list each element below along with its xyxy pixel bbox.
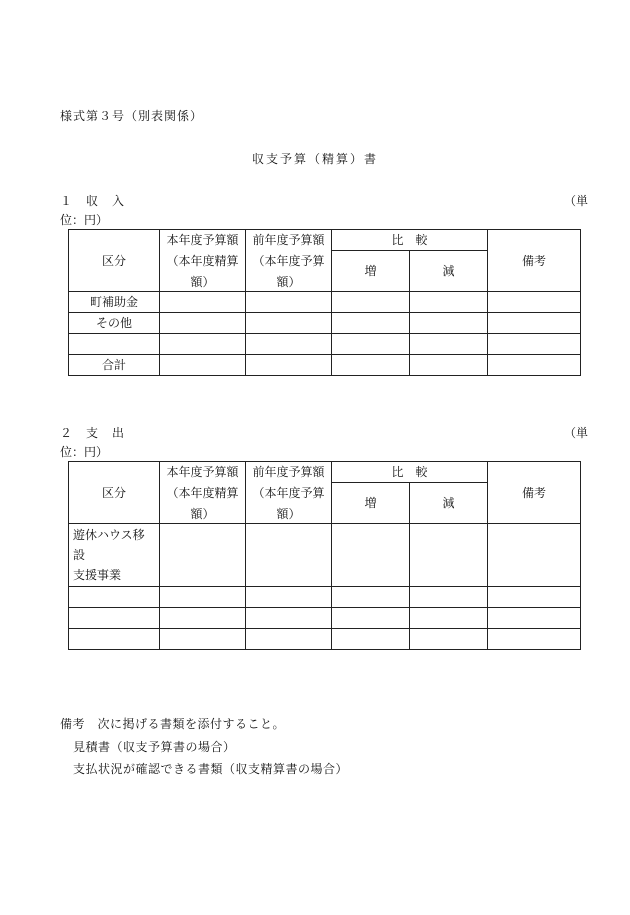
table-cell bbox=[246, 292, 332, 313]
form-number: 様式第３号（別表関係） bbox=[60, 109, 204, 123]
table-row bbox=[69, 608, 581, 629]
table-cell bbox=[332, 629, 410, 650]
expense-col-current-budget-line3: 額） bbox=[190, 506, 215, 521]
table-cell bbox=[410, 524, 488, 587]
notes-item: 支払状況が確認できる書類（収支精算書の場合） bbox=[73, 762, 349, 776]
expense-unit-part1: （単 bbox=[564, 426, 589, 440]
table-cell bbox=[160, 608, 246, 629]
table-row bbox=[69, 292, 581, 313]
table-cell bbox=[332, 524, 410, 587]
table-cell bbox=[160, 524, 246, 587]
table-cell bbox=[410, 587, 488, 608]
income-col-comparison: 比 較 bbox=[332, 230, 488, 251]
table-cell bbox=[69, 629, 160, 650]
notes-heading: 備考 次に掲げる書類を添付すること。 bbox=[60, 717, 286, 731]
income-col-current-budget-line3: 額） bbox=[190, 274, 215, 289]
expense-col-increase: 増 bbox=[332, 483, 410, 524]
income-col-previous-budget-line3: 額） bbox=[276, 274, 301, 289]
table-cell bbox=[160, 313, 246, 334]
notes-item: 見積書（収支予算書の場合） bbox=[73, 740, 236, 754]
table-cell bbox=[332, 313, 410, 334]
table-cell bbox=[160, 334, 246, 355]
table-cell bbox=[488, 313, 581, 334]
income-unit-part2: 位：円） bbox=[60, 213, 109, 227]
table-cell bbox=[410, 313, 488, 334]
income-col-remarks: 備考 bbox=[488, 230, 581, 292]
expense-row-category bbox=[69, 524, 160, 587]
income-col-previous-budget bbox=[246, 230, 332, 292]
income-col-previous-budget-line1: 前年度予算額 bbox=[252, 232, 325, 247]
table-cell bbox=[332, 292, 410, 313]
table-cell bbox=[410, 292, 488, 313]
expense-unit-part2: 位：円） bbox=[60, 445, 109, 459]
table-cell bbox=[488, 524, 581, 587]
table-cell bbox=[410, 334, 488, 355]
table-row bbox=[69, 587, 581, 608]
income-row-category: 町補助金 bbox=[69, 292, 160, 313]
table-cell bbox=[332, 608, 410, 629]
income-col-current-budget bbox=[160, 230, 246, 292]
expense-row-category-line1: 遊休ハウス移 bbox=[73, 528, 145, 542]
income-header-row bbox=[69, 230, 581, 251]
expense-col-previous-budget-line2: （本年度予算 bbox=[252, 485, 325, 500]
expense-col-decrease: 減 bbox=[410, 483, 488, 524]
table-cell bbox=[246, 313, 332, 334]
expense-header-row bbox=[69, 462, 581, 483]
table-cell bbox=[160, 629, 246, 650]
table-cell bbox=[332, 587, 410, 608]
document-title: 収支予算（精算）書 bbox=[251, 152, 378, 166]
table-cell bbox=[69, 587, 160, 608]
expense-col-comparison: 比 較 bbox=[332, 462, 488, 483]
table-row bbox=[69, 629, 581, 650]
expense-heading: ２ 支 出 bbox=[60, 426, 126, 440]
income-col-decrease: 減 bbox=[410, 251, 488, 292]
income-row-category bbox=[69, 334, 160, 355]
table-cell bbox=[246, 355, 332, 376]
expense-row-category-line3: 支援事業 bbox=[73, 568, 122, 582]
income-col-increase: 増 bbox=[332, 251, 410, 292]
expense-col-category: 区分 bbox=[69, 462, 160, 524]
income-col-category: 区分 bbox=[69, 230, 160, 292]
table-cell bbox=[160, 292, 246, 313]
table-cell bbox=[410, 629, 488, 650]
table-cell bbox=[332, 334, 410, 355]
income-col-current-budget-line1: 本年度予算額 bbox=[166, 232, 239, 247]
table-row bbox=[69, 334, 581, 355]
expense-col-previous-budget bbox=[246, 462, 332, 524]
table-cell bbox=[160, 355, 246, 376]
table-cell bbox=[488, 334, 581, 355]
income-table bbox=[68, 229, 581, 376]
table-cell bbox=[488, 355, 581, 376]
table-cell bbox=[246, 629, 332, 650]
table-cell bbox=[160, 587, 246, 608]
table-cell bbox=[488, 629, 581, 650]
income-col-previous-budget-line2: （本年度予算 bbox=[252, 253, 325, 268]
expense-table bbox=[68, 461, 581, 650]
income-col-current-budget-line2: （本年度精算 bbox=[166, 253, 239, 268]
table-row bbox=[69, 524, 581, 587]
table-row bbox=[69, 313, 581, 334]
table-cell bbox=[246, 524, 332, 587]
income-heading: １ 収 入 bbox=[60, 194, 126, 208]
table-row bbox=[69, 355, 581, 376]
income-row-category: 合計 bbox=[69, 355, 160, 376]
table-cell bbox=[488, 608, 581, 629]
expense-col-previous-budget-line1: 前年度予算額 bbox=[252, 464, 325, 479]
expense-row-category-line2: 設 bbox=[73, 548, 86, 562]
expense-col-current-budget-line2: （本年度精算 bbox=[166, 485, 239, 500]
table-cell bbox=[246, 608, 332, 629]
table-cell bbox=[69, 608, 160, 629]
table-cell bbox=[410, 608, 488, 629]
expense-col-current-budget-line1: 本年度予算額 bbox=[166, 464, 239, 479]
income-row-category: その他 bbox=[69, 313, 160, 334]
table-cell bbox=[488, 292, 581, 313]
table-cell bbox=[488, 587, 581, 608]
table-cell bbox=[410, 355, 488, 376]
table-cell bbox=[332, 355, 410, 376]
table-cell bbox=[246, 334, 332, 355]
expense-col-previous-budget-line3: 額） bbox=[276, 506, 301, 521]
table-cell bbox=[246, 587, 332, 608]
expense-col-current-budget bbox=[160, 462, 246, 524]
expense-col-remarks: 備考 bbox=[488, 462, 581, 524]
income-unit-part1: （単 bbox=[564, 194, 589, 208]
